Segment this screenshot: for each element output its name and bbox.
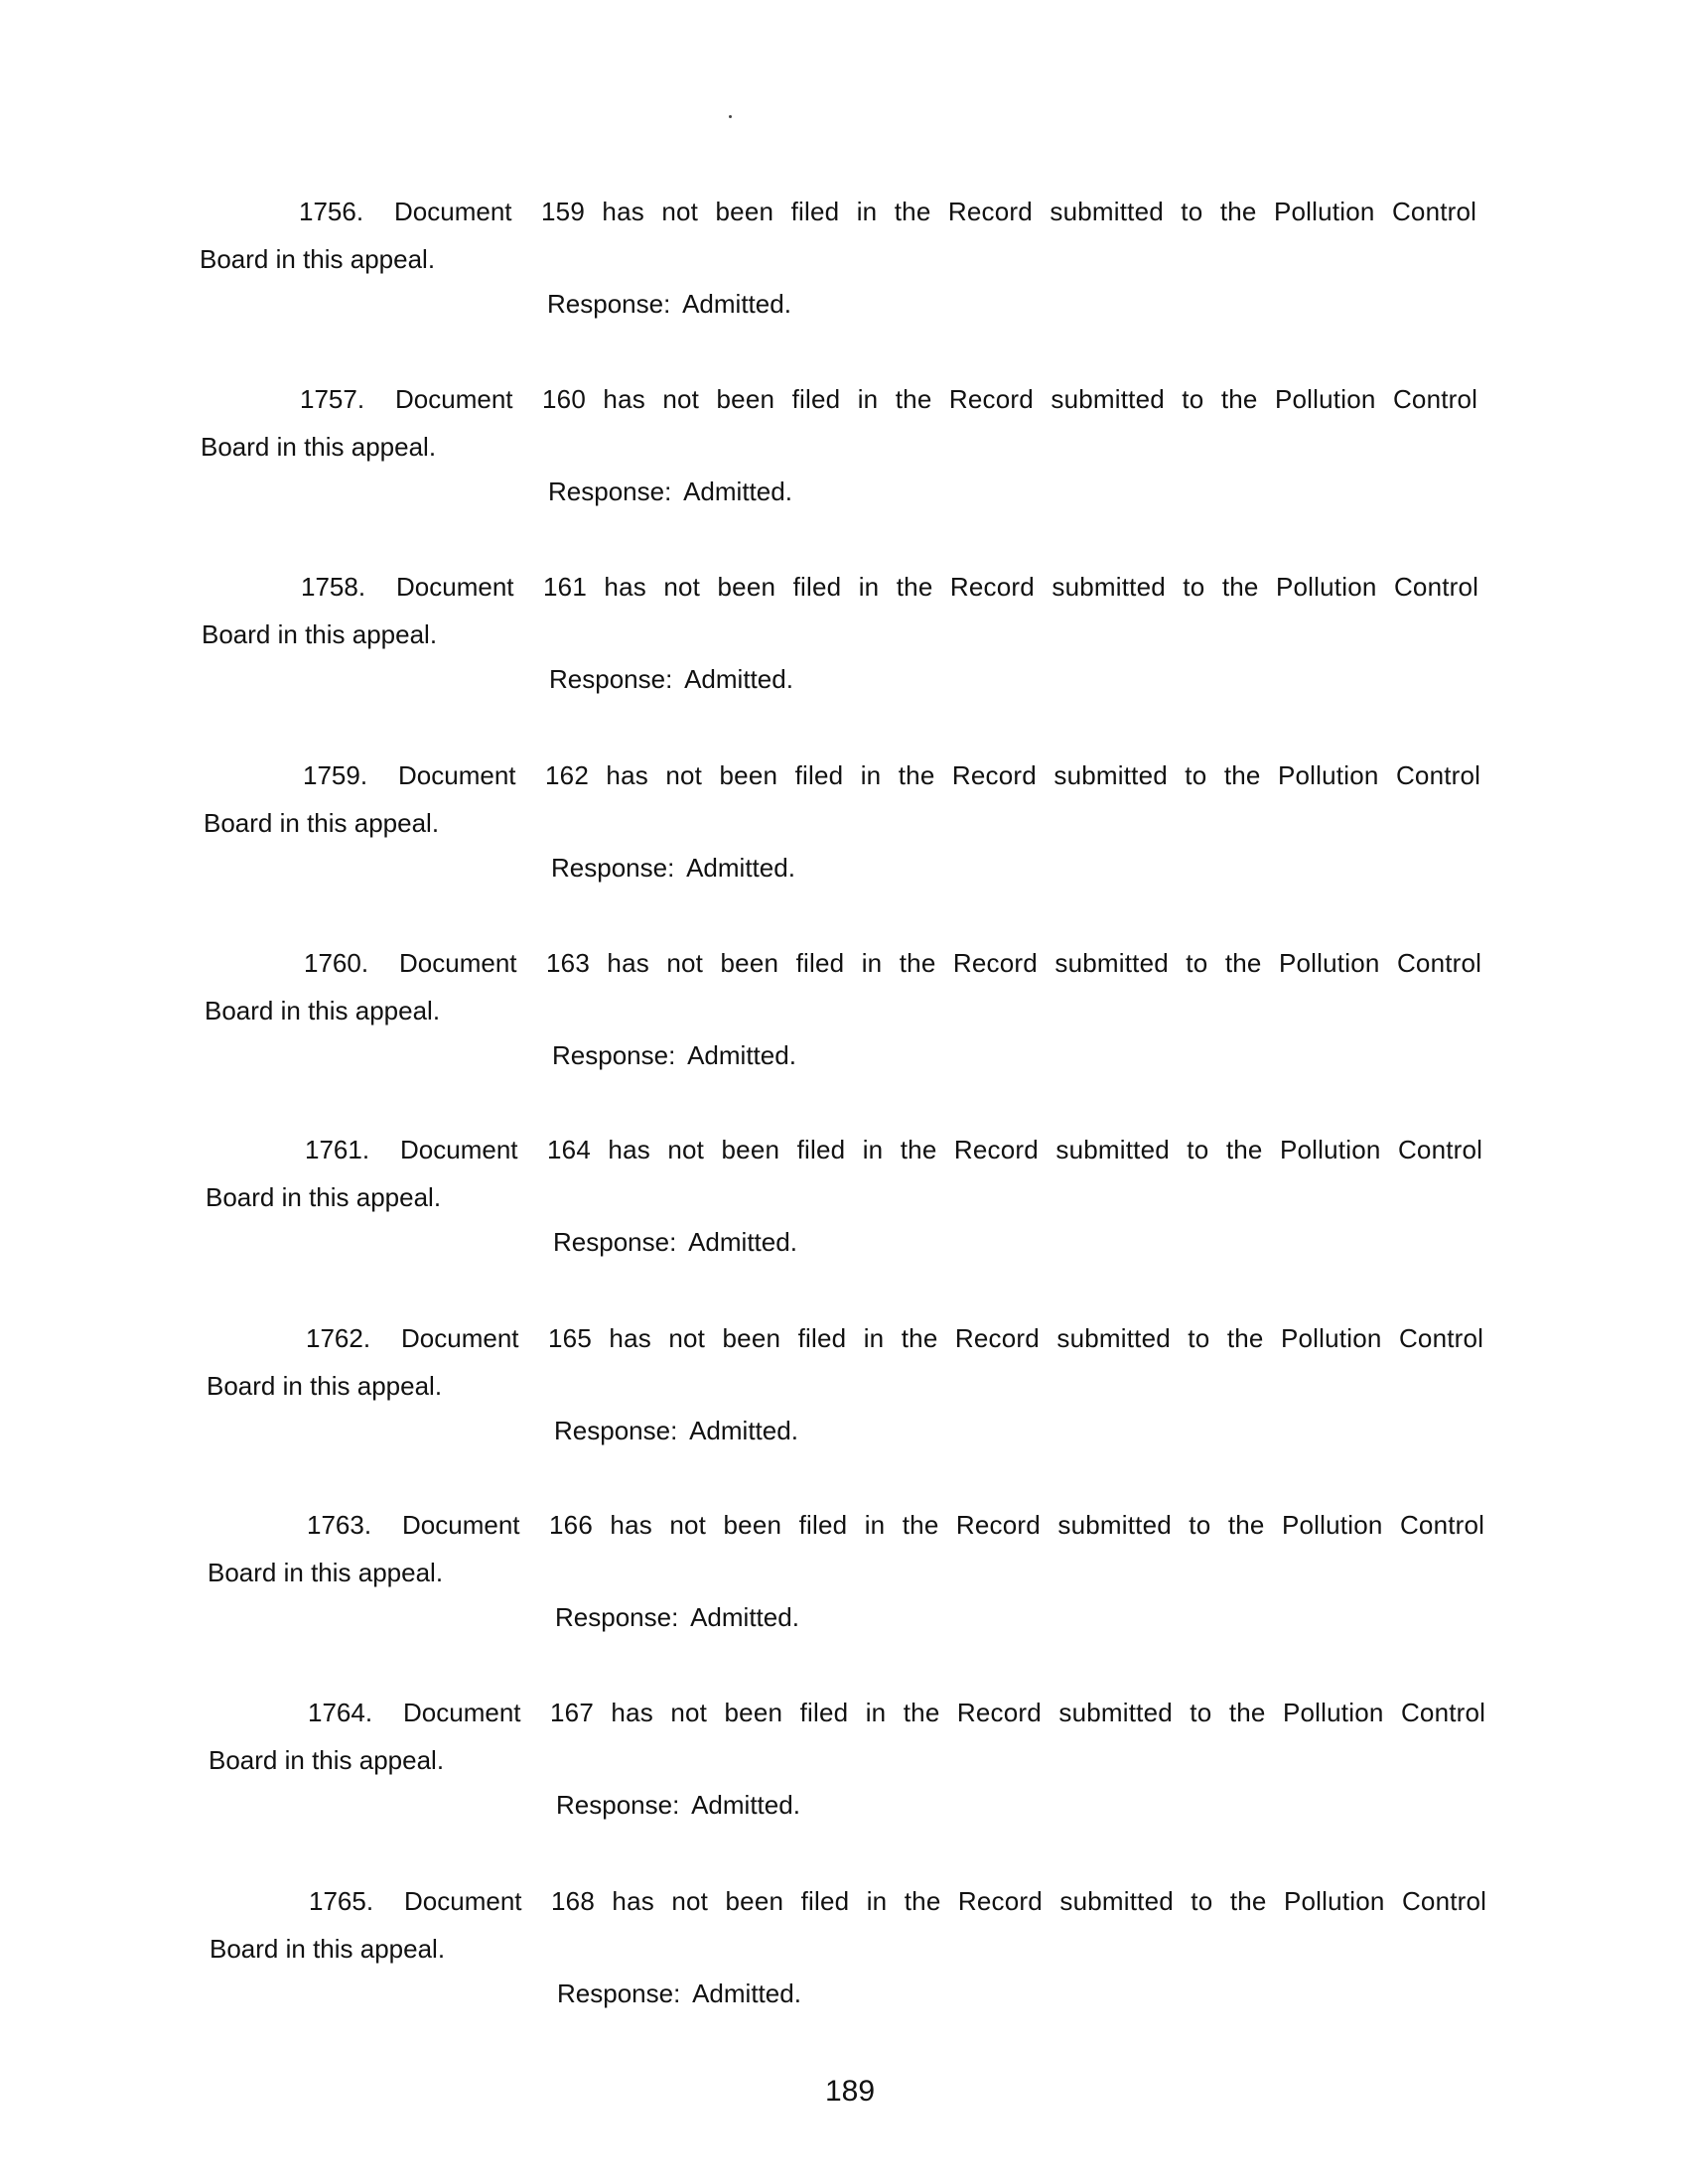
page-number: 189 [824,2075,876,2108]
document-label: Document [395,384,513,414]
paragraph-continuation: Board in this appeal. [208,1558,444,1587]
paragraph-text: 166 has not been filed in the Record submitted to the Pollution Control [549,1510,1485,1540]
paragraph-first-line [207,1323,1483,1359]
document-label: Document [400,1135,518,1164]
document-label: Document [401,1323,519,1353]
paragraph-first-line [200,197,1476,232]
paragraph-continuation: Board in this appeal. [200,244,436,274]
paragraph-continuation: Board in this appeal. [204,808,440,838]
paragraph-number: 1764. [308,1698,373,1727]
document-label: Document [402,1510,520,1540]
paragraph-first-line [204,760,1480,796]
paragraph-text: 160 has not been filed in the Record submitted to the Pollution Control [542,384,1478,414]
document-label: Document [404,1886,522,1916]
response-text: Response: Admitted. [556,1790,800,1820]
response-text: Response: Admitted. [557,1979,801,2008]
document-label: Document [396,572,514,602]
paragraph-text: 168 has not been filed in the Record submitted to the Pollution Control [551,1886,1487,1916]
paragraph-text: 162 has not been filed in the Record submitted to the Pollution Control [545,760,1481,790]
document-label: Document [394,197,512,226]
paragraph-continuation: Board in this appeal. [201,432,437,462]
response-text: Response: Admitted. [552,1040,796,1070]
document-label: Document [399,948,517,978]
document-label: Document [398,760,516,790]
response-text: Response: Admitted. [548,477,792,506]
paragraph-first-line [201,384,1477,420]
paragraph-number: 1763. [307,1510,372,1540]
paragraph-number: 1756. [299,197,364,226]
paragraph-first-line [208,1510,1484,1546]
paragraph-text: 165 has not been filed in the Record submitted to the Pollution Control [548,1323,1484,1353]
paragraph-first-line [210,1886,1486,1922]
response-text: Response: Admitted. [553,1227,797,1257]
scan-speck [729,115,732,118]
paragraph-number: 1760. [304,948,369,978]
paragraph-first-line [202,572,1478,608]
paragraph-continuation: Board in this appeal. [205,996,441,1025]
paragraph-continuation: Board in this appeal. [202,619,438,649]
paragraph-continuation: Board in this appeal. [210,1934,446,1964]
document-label: Document [403,1698,521,1727]
paragraph-first-line [209,1698,1485,1733]
paragraph-number: 1761. [305,1135,370,1164]
paragraph-continuation: Board in this appeal. [206,1182,442,1212]
response-text: Response: Admitted. [555,1602,799,1632]
paragraph-continuation: Board in this appeal. [209,1745,445,1775]
paragraph-continuation: Board in this appeal. [207,1371,443,1401]
paragraph-text: 167 has not been filed in the Record submitted to the Pollution Control [550,1698,1486,1727]
paragraph-number: 1762. [306,1323,371,1353]
paragraph-text: 164 has not been filed in the Record submitted to the Pollution Control [547,1135,1483,1164]
response-text: Response: Admitted. [549,664,793,694]
paragraph-first-line [206,1135,1482,1170]
paragraph-number: 1757. [300,384,365,414]
paragraph-first-line [205,948,1481,984]
paragraph-number: 1765. [309,1886,374,1916]
paragraph-text: 159 has not been filed in the Record submitted to the Pollution Control [541,197,1477,226]
paragraph-number: 1759. [303,760,368,790]
response-text: Response: Admitted. [551,853,795,883]
response-text: Response: Admitted. [547,289,791,319]
paragraph-text: 161 has not been filed in the Record submitted to the Pollution Control [543,572,1479,602]
response-text: Response: Admitted. [554,1416,798,1445]
paragraph-number: 1758. [301,572,366,602]
paragraph-text: 163 has not been filed in the Record submitted to the Pollution Control [546,948,1482,978]
